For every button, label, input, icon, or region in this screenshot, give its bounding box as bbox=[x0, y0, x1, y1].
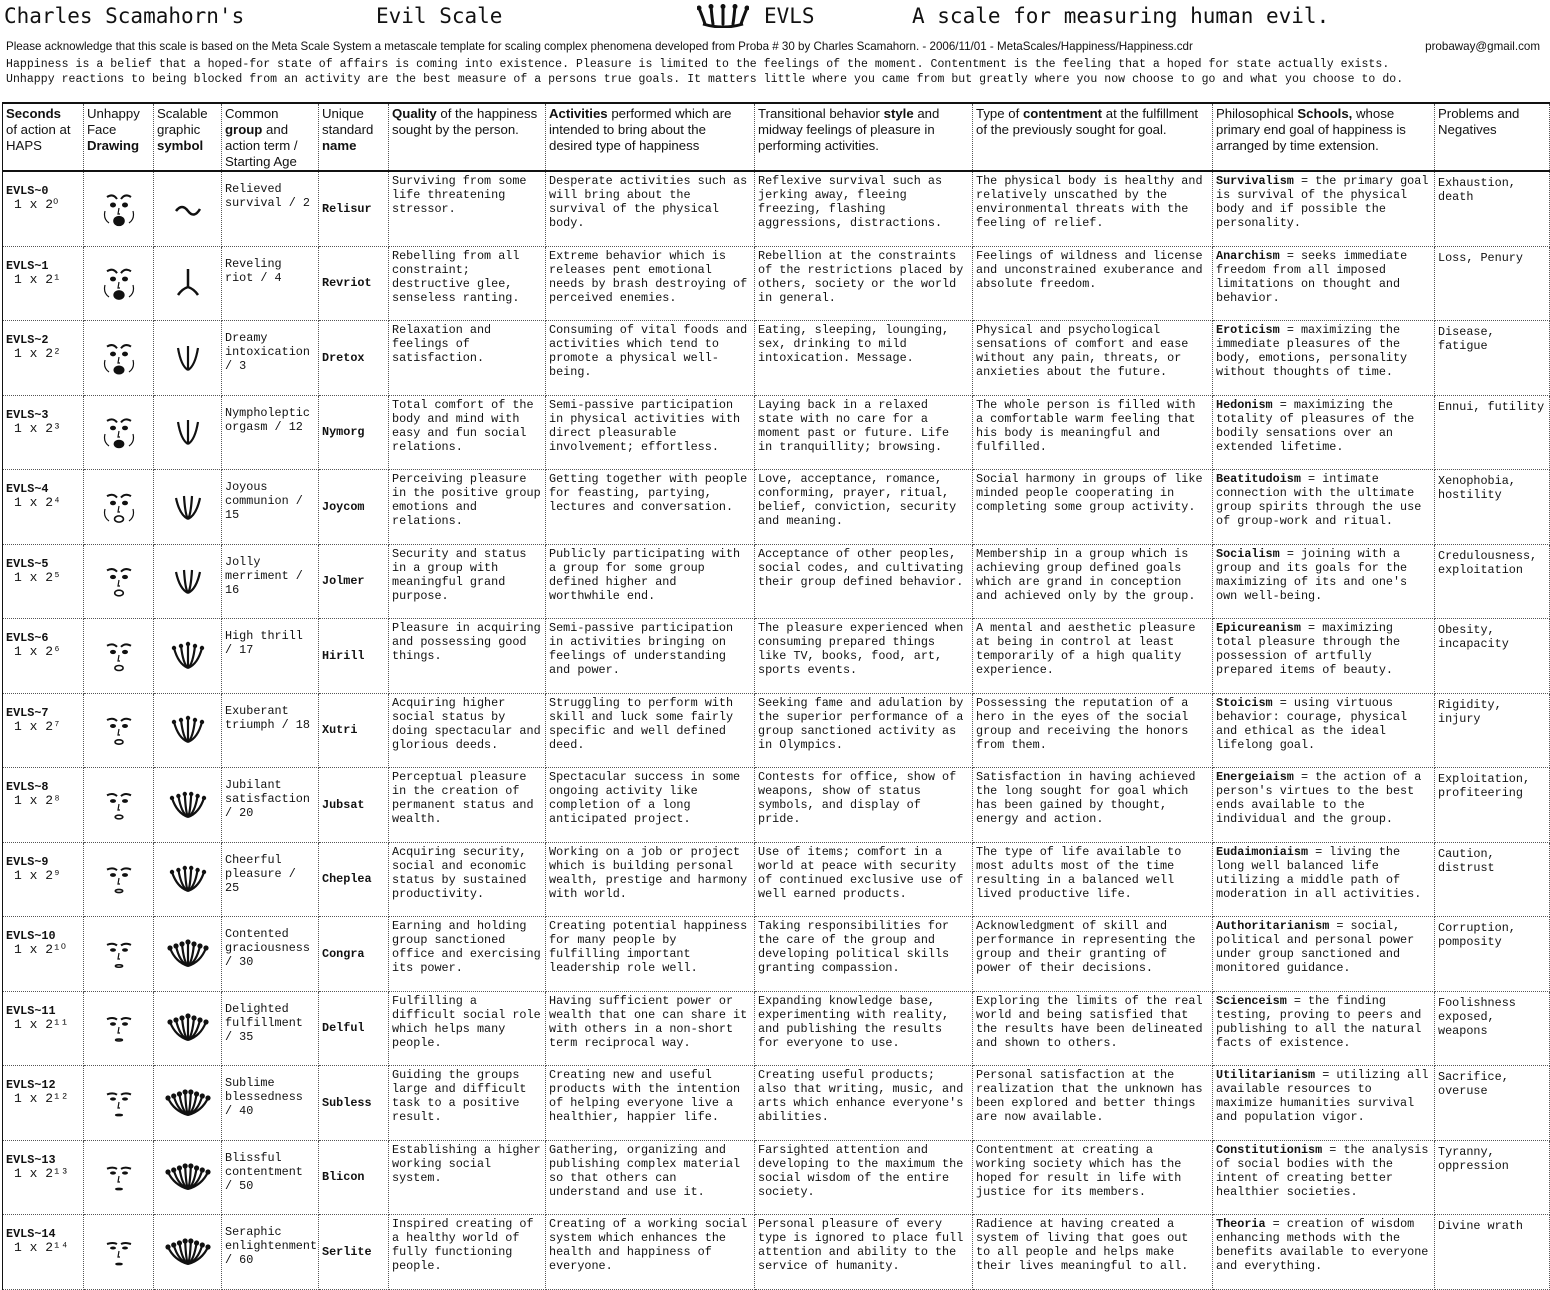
symbol-cell bbox=[154, 1066, 222, 1141]
problems-cell: Exploitation, profiteering bbox=[1435, 768, 1550, 843]
school-name: Constitutionism bbox=[1216, 1142, 1323, 1157]
standard-name-cell: Joycom bbox=[319, 470, 389, 545]
header-problems: Problems and Negatives bbox=[1435, 103, 1550, 171]
activities-cell: Creating of a working social system which enhances the health and happiness of everyone. bbox=[546, 1215, 755, 1290]
standard-name-cell: Cheplea bbox=[319, 842, 389, 917]
level-cell bbox=[3, 693, 84, 768]
group-term-cell: Dreamy intoxication / 3 bbox=[222, 321, 319, 396]
table-row bbox=[3, 619, 1550, 694]
symbol-cell bbox=[154, 246, 222, 321]
scale-symbol-icon bbox=[164, 1008, 212, 1048]
style-cell: Farsighted attention and developing to the maximum the social wisdom of the entire society. bbox=[755, 1140, 973, 1215]
style-cell: Eating, sleeping, lounging, sex, drinking to mild intoxication. Message. bbox=[755, 321, 973, 396]
school-description: = social, political and personal power under group sanctioned and monitored guidance. bbox=[1216, 919, 1415, 975]
face-drawing-cell bbox=[84, 1066, 154, 1141]
title-tagline: A scale for measuring human evil. bbox=[912, 4, 1330, 28]
school-name: Theoria bbox=[1216, 1217, 1266, 1231]
level-cell bbox=[3, 246, 84, 321]
standard-name-cell: Blicon bbox=[319, 1140, 389, 1215]
unhappy-face-icon bbox=[97, 1006, 141, 1050]
style-cell: The pleasure experienced when consuming prepared things like TV, books, food, art, sports events. bbox=[755, 619, 973, 694]
school-cell bbox=[1213, 246, 1435, 321]
style-cell: Acceptance of other peoples, social codes, and cultivating their group defined behavior. bbox=[755, 544, 973, 619]
school-cell bbox=[1213, 395, 1435, 470]
level-cell bbox=[3, 321, 84, 396]
quality-cell: Establishing a higher working social system. bbox=[389, 1140, 546, 1215]
acknowledgement-line bbox=[6, 40, 1546, 53]
school-cell bbox=[1213, 619, 1435, 694]
duration-label: 1 x 2¹² bbox=[14, 1091, 69, 1106]
scale-symbol-icon bbox=[164, 1232, 212, 1272]
quality-cell: Relaxation and feelings of satisfaction. bbox=[389, 321, 546, 396]
duration-label: 1 x 2¹¹ bbox=[14, 1016, 69, 1032]
scale-symbol-icon bbox=[164, 636, 212, 676]
header-drawing: Unhappy Face Drawing bbox=[84, 103, 154, 171]
school-name: Socialism bbox=[1216, 546, 1280, 561]
school-name: Authoritarianism bbox=[1216, 919, 1330, 933]
group-term-cell: Exuberant triumph / 18 bbox=[222, 693, 319, 768]
school-cell bbox=[1213, 1066, 1435, 1141]
header-symbol: Scalable graphic symbol bbox=[154, 103, 222, 171]
school-description: = the analysis of social bodies with the intent of creating better healthier societies. bbox=[1216, 1142, 1429, 1199]
problems-cell: Disease, fatigue bbox=[1435, 321, 1550, 396]
group-term-cell: Delighted fulfillment / 35 bbox=[222, 991, 319, 1066]
contentment-cell: Membership in a group which is achieving group defined goals which are grand in conception and achieved only by the group. bbox=[973, 544, 1213, 619]
duration-label: 1 x 2¹⁰ bbox=[14, 942, 67, 957]
standard-name-cell: Serlite bbox=[319, 1215, 389, 1290]
group-term-cell: Blissful contentment / 50 bbox=[222, 1140, 319, 1215]
activities-cell: Struggling to perform with skill and luck some fairly specific and well defined deed. bbox=[546, 693, 755, 768]
title-code: EVLS bbox=[764, 4, 815, 28]
school-description: = seeks immediate freedom from all imposed limitations on thought and behavior. bbox=[1216, 248, 1408, 305]
activities-cell: Creating potential happiness for many people by fulfilling important leadership role well. bbox=[546, 917, 755, 992]
face-drawing-cell bbox=[84, 544, 154, 619]
acknowledgement-text: Please acknowledge that this scale is based on the Meta Scale System a metascale template for scaling complex phenomena developed from Proba # 30 by Charles Scamahorn. - 2006/11/01 - MetaScales/Happiness/Happiness.cdr bbox=[6, 40, 1193, 53]
school-description: = the action of a person's virtues to the best ends available to the individual and the group. bbox=[1216, 770, 1422, 826]
group-term-cell: Sublime blessedness / 40 bbox=[222, 1066, 319, 1141]
problems-cell: Foolishness exposed, weapons bbox=[1435, 991, 1550, 1066]
face-drawing-cell bbox=[84, 1140, 154, 1215]
standard-name-cell: Nymorg bbox=[319, 395, 389, 470]
level-label: EVLS~7 bbox=[6, 705, 49, 720]
face-drawing-cell bbox=[84, 917, 154, 992]
style-cell: Seeking fame and adulation by the superior performance of a group sanctioned activity as in Olympics. bbox=[755, 693, 973, 768]
duration-label: 1 x 2⁶ bbox=[14, 644, 61, 659]
scale-symbol-icon bbox=[164, 1157, 212, 1197]
style-cell: Expanding knowledge base, experimenting with reality, and publishing the results for everyone to use. bbox=[755, 991, 973, 1066]
scale-symbol-icon bbox=[164, 561, 212, 601]
scale-symbol-icon bbox=[164, 263, 212, 303]
level-cell bbox=[3, 395, 84, 470]
duration-label: 1 x 2⁴ bbox=[14, 495, 61, 510]
school-description: = intimate connection with the ultimate group spirits through the use of group-work and ritual. bbox=[1216, 472, 1422, 528]
unhappy-face-icon bbox=[97, 932, 141, 976]
school-name: Stoicism bbox=[1216, 695, 1273, 710]
school-cell bbox=[1213, 768, 1435, 843]
level-cell bbox=[3, 991, 84, 1066]
contentment-cell: Feelings of wildness and license and unconstrained exuberance and absolute freedom. bbox=[973, 246, 1213, 321]
level-label: EVLS~3 bbox=[6, 407, 49, 422]
school-description: = the finding testing, proving to peers and publishing to all the natural facts of existence. bbox=[1216, 993, 1422, 1050]
table-row bbox=[3, 917, 1550, 992]
standard-name-cell: Relisur bbox=[319, 171, 389, 246]
table-header-row bbox=[3, 103, 1550, 171]
symbol-cell bbox=[154, 1215, 222, 1290]
standard-name-cell: Jolmer bbox=[319, 544, 389, 619]
style-cell: Creating useful products; also that writing, music, and arts which enhance everyone's abilities. bbox=[755, 1066, 973, 1141]
contentment-cell: The physical body is healthy and relatively unscathed by the environmental threats with the feeling of relief. bbox=[973, 171, 1213, 246]
activities-cell: Consuming of vital foods and activities which tend to promote a physical well-being. bbox=[546, 321, 755, 396]
school-name: Beatitudoism bbox=[1216, 472, 1301, 486]
standard-name-cell: Jubsat bbox=[319, 768, 389, 843]
header-group: Common group and action term / Starting Age bbox=[222, 103, 319, 171]
school-description: = living the long well balanced life utilizing a middle path of moderation in all activities. bbox=[1216, 844, 1422, 901]
level-label: EVLS~1 bbox=[6, 258, 49, 273]
scale-symbol-icon bbox=[164, 934, 212, 974]
school-cell bbox=[1213, 544, 1435, 619]
school-name: Utilitarianism bbox=[1216, 1068, 1316, 1082]
level-cell bbox=[3, 917, 84, 992]
level-cell bbox=[3, 842, 84, 917]
quality-cell: Security and status in a group with meaningful grand purpose. bbox=[389, 544, 546, 619]
symbol-cell bbox=[154, 171, 222, 246]
school-cell bbox=[1213, 842, 1435, 917]
unhappy-face-icon bbox=[97, 1155, 141, 1199]
problems-cell: Tyranny, oppression bbox=[1435, 1140, 1550, 1215]
symbol-cell bbox=[154, 917, 222, 992]
duration-label: 1 x 2² bbox=[14, 346, 61, 361]
face-drawing-cell bbox=[84, 768, 154, 843]
problems-cell: Rigidity, injury bbox=[1435, 693, 1550, 768]
level-cell bbox=[3, 619, 84, 694]
quality-cell: Fulfilling a difficult social role which helps many people. bbox=[389, 991, 546, 1066]
problems-cell: Obesity, incapacity bbox=[1435, 619, 1550, 694]
level-label: EVLS~9 bbox=[6, 854, 49, 869]
duration-label: 1 x 2⁰ bbox=[14, 197, 59, 212]
contentment-cell: Social harmony in groups of like minded people cooperating in completing some group activity. bbox=[973, 470, 1213, 545]
crown-logo-icon bbox=[697, 4, 749, 28]
face-drawing-cell bbox=[84, 842, 154, 917]
school-description: = creation of wisdom enhancing methods with the benefits available to everyone and everything. bbox=[1216, 1217, 1429, 1273]
symbol-cell bbox=[154, 1140, 222, 1215]
group-term-cell: Seraphic enlightenment / 60 bbox=[222, 1215, 319, 1290]
school-name: Survivalism bbox=[1216, 174, 1294, 188]
school-name: Energeiaism bbox=[1216, 770, 1294, 784]
group-term-cell: Jubilant satisfaction / 20 bbox=[222, 768, 319, 843]
activities-cell: Having sufficient power or wealth that one can share it with others in a non-short term reciprocal way. bbox=[546, 991, 755, 1066]
unhappy-face-icon bbox=[97, 1081, 141, 1125]
group-term-cell: Contented graciousness / 30 bbox=[222, 917, 319, 992]
table-row bbox=[3, 470, 1550, 545]
activities-cell: Publicly participating with a group for some group defined higher and worthwhile end. bbox=[546, 544, 755, 619]
problems-cell: Divine wrath bbox=[1435, 1215, 1550, 1290]
scale-symbol-icon bbox=[164, 487, 212, 527]
header-quality: Quality of the happiness sought by the person. bbox=[389, 103, 546, 171]
activities-cell: Gathering, organizing and publishing complex material so that others can understand and use it. bbox=[546, 1140, 755, 1215]
standard-name-cell: Revriot bbox=[319, 246, 389, 321]
level-label: EVLS~10 bbox=[6, 929, 56, 943]
quality-cell: Pleasure in acquiring and possessing good things. bbox=[389, 619, 546, 694]
header-seconds: Seconds of action at HAPS bbox=[3, 103, 84, 171]
face-drawing-cell bbox=[84, 991, 154, 1066]
scale-symbol-icon bbox=[164, 785, 212, 825]
contentment-cell: Personal satisfaction at the realization that the unknown has been explored and better things are now available. bbox=[973, 1066, 1213, 1141]
contentment-cell: A mental and aesthetic pleasure at being in control at least temporarily of a high quality experience. bbox=[973, 619, 1213, 694]
school-name: Eudaimoniaism bbox=[1216, 844, 1309, 859]
activities-cell: Semi-passive participation in physical activities with direct pleasurable involvement; effortless. bbox=[546, 395, 755, 470]
quality-cell: Acquiring higher social status by doing spectacular and glorious deeds. bbox=[389, 693, 546, 768]
table-row bbox=[3, 1140, 1550, 1215]
contentment-cell: The type of life available to most adults most of the time resulting in a balanced well lived productive life. bbox=[973, 842, 1213, 917]
problems-cell: Credulousness, exploitation bbox=[1435, 544, 1550, 619]
scale-symbol-icon bbox=[164, 710, 212, 750]
school-cell bbox=[1213, 917, 1435, 992]
unhappy-face-icon bbox=[97, 261, 141, 305]
symbol-cell bbox=[154, 395, 222, 470]
school-cell bbox=[1213, 1215, 1435, 1290]
school-name: Eroticism bbox=[1216, 323, 1280, 337]
unhappy-face-icon bbox=[97, 410, 141, 454]
school-name: Anarchism bbox=[1216, 248, 1280, 263]
intro-line-1: Happiness is a belief that a hoped-for state of affairs is coming into existence. Pleasure is limited to the feelings of the moment. Contentment is the feeling that a hoped for state actually exists. bbox=[6, 58, 1390, 71]
symbol-cell bbox=[154, 321, 222, 396]
table-row bbox=[3, 321, 1550, 396]
contentment-cell: Exploring the limits of the real world and being satisfied that the results have been delineated and shown to others. bbox=[973, 991, 1213, 1066]
level-label: EVLS~6 bbox=[6, 631, 49, 645]
scale-symbol-icon bbox=[164, 338, 212, 378]
title-author: Charles Scamahorn's bbox=[4, 4, 245, 28]
symbol-cell bbox=[154, 619, 222, 694]
level-label: EVLS~12 bbox=[6, 1078, 56, 1092]
duration-label: 1 x 2⁵ bbox=[14, 569, 61, 585]
header-schools: Philosophical Schools, whose primary end goal of happiness is arranged by time extension. bbox=[1213, 103, 1435, 171]
level-cell bbox=[3, 544, 84, 619]
school-cell bbox=[1213, 321, 1435, 396]
school-description: = maximizing total pleasure through the possession of artfully prepared items of beauty. bbox=[1216, 621, 1401, 677]
activities-cell: Desperate activities such as will bring about the survival of the physical body. bbox=[546, 171, 755, 246]
style-cell: Love, acceptance, romance, conforming, prayer, ritual, belief, conviction, security and meaning. bbox=[755, 470, 973, 545]
header-activities: Activities performed which are intended to bring about the desired type of happiness bbox=[546, 103, 755, 171]
quality-cell: Inspired creating of a healthy world of fully functioning people. bbox=[389, 1215, 546, 1290]
face-drawing-cell bbox=[84, 1215, 154, 1290]
problems-cell: Sacrifice, overuse bbox=[1435, 1066, 1550, 1141]
header-contentment: Type of contentment at the fulfillment of the previously sought for goal. bbox=[973, 103, 1213, 171]
duration-label: 1 x 2⁹ bbox=[14, 867, 61, 883]
level-label: EVLS~13 bbox=[6, 1152, 56, 1167]
duration-label: 1 x 2⁷ bbox=[14, 718, 61, 734]
symbol-cell bbox=[154, 991, 222, 1066]
face-drawing-cell bbox=[84, 171, 154, 246]
problems-cell: Xenophobia, hostility bbox=[1435, 470, 1550, 545]
title-bar bbox=[4, 4, 1544, 30]
table-row bbox=[3, 544, 1550, 619]
unhappy-face-icon bbox=[97, 634, 141, 678]
level-label: EVLS~2 bbox=[6, 333, 49, 347]
unhappy-face-icon bbox=[97, 559, 141, 603]
symbol-cell bbox=[154, 470, 222, 545]
table-row bbox=[3, 842, 1550, 917]
level-label: EVLS~0 bbox=[6, 184, 49, 198]
standard-name-cell: Dretox bbox=[319, 321, 389, 396]
problems-cell: Ennui, futility bbox=[1435, 395, 1550, 470]
contentment-cell: Contentment at creating a working society which has the hoped for result in life with justice for its members. bbox=[973, 1140, 1213, 1215]
level-cell bbox=[3, 470, 84, 545]
symbol-cell bbox=[154, 768, 222, 843]
table-row bbox=[3, 246, 1550, 321]
school-cell bbox=[1213, 693, 1435, 768]
duration-label: 1 x 2¹ bbox=[14, 271, 61, 287]
duration-label: 1 x 2³ bbox=[14, 420, 61, 436]
table-row bbox=[3, 1066, 1550, 1141]
group-term-cell: Relieved survival / 2 bbox=[222, 171, 319, 246]
school-cell bbox=[1213, 991, 1435, 1066]
contentment-cell: Acknowledgment of skill and performance in representing the group and their granting of power of their decisions. bbox=[973, 917, 1213, 992]
group-term-cell: Jolly merriment / 16 bbox=[222, 544, 319, 619]
standard-name-cell: Delful bbox=[319, 991, 389, 1066]
contentment-cell: Possessing the reputation of a hero in the eyes of the social group and receiving the honors from them. bbox=[973, 693, 1213, 768]
unhappy-face-icon bbox=[97, 187, 141, 231]
school-cell bbox=[1213, 1140, 1435, 1215]
table-row bbox=[3, 395, 1550, 470]
symbol-cell bbox=[154, 842, 222, 917]
style-cell: Contests for office, show of weapons, show of status symbols, and display of pride. bbox=[755, 768, 973, 843]
activities-cell: Creating new and useful products with the intention of helping everyone live a healthier, happier life. bbox=[546, 1066, 755, 1141]
style-cell: Reflexive survival such as jerking away, fleeing freezing, flashing aggressions, distractions. bbox=[755, 171, 973, 246]
school-cell bbox=[1213, 171, 1435, 246]
level-label: EVLS~8 bbox=[6, 780, 49, 794]
activities-cell: Getting together with people for feasting, partying, lectures and conversation. bbox=[546, 470, 755, 545]
quality-cell: Total comfort of the body and mind with easy and fun social relations. bbox=[389, 395, 546, 470]
level-label: EVLS~5 bbox=[6, 556, 49, 571]
table-row bbox=[3, 1215, 1550, 1290]
level-cell bbox=[3, 1215, 84, 1290]
unhappy-face-icon bbox=[97, 336, 141, 380]
problems-cell: Corruption, pomposity bbox=[1435, 917, 1550, 992]
school-name: Epicureanism bbox=[1216, 621, 1301, 635]
scale-symbol-icon bbox=[164, 859, 212, 899]
intro-line-2: Unhappy reactions to being blocked from an activity are the best measure of a persons true goals. It matters little where you came from but greatly where you now choose to go and what you choose to do. bbox=[6, 73, 1404, 86]
contentment-cell: Radience at having created a system of living that goes out to all people and helps make their lives meaningful to all. bbox=[973, 1215, 1213, 1290]
level-cell bbox=[3, 171, 84, 246]
problems-cell: Caution, distrust bbox=[1435, 842, 1550, 917]
group-term-cell: Joyous communion / 15 bbox=[222, 470, 319, 545]
header-style: Transitional behavior style and midway feelings of pleasure in performing activities. bbox=[755, 103, 973, 171]
contentment-cell: The whole person is filled with a comfortable warm feeling that his body is meaningful and fulfilled. bbox=[973, 395, 1213, 470]
face-drawing-cell bbox=[84, 321, 154, 396]
symbol-cell bbox=[154, 544, 222, 619]
header-name: Unique standard name bbox=[319, 103, 389, 171]
quality-cell: Perceptual pleasure in the creation of permanent status and wealth. bbox=[389, 768, 546, 843]
table-row bbox=[3, 693, 1550, 768]
face-drawing-cell bbox=[84, 395, 154, 470]
school-description: = joining with a group and its goals for the maximizing of its and one's own well-being. bbox=[1216, 546, 1408, 603]
contentment-cell: Satisfaction in having achieved the long sought for goal which has been gained by thought, energy and action. bbox=[973, 768, 1213, 843]
standard-name-cell: Hirill bbox=[319, 619, 389, 694]
contentment-cell: Physical and psychological sensations of comfort and ease without any pain, threats, or anxieties about the future. bbox=[973, 321, 1213, 396]
quality-cell: Earning and holding group sanctioned office and exercising its power. bbox=[389, 917, 546, 992]
style-cell: Laying back in a relaxed state with no care for a moment past or future. Life in tranquillity; browsing. bbox=[755, 395, 973, 470]
group-term-cell: Reveling riot / 4 bbox=[222, 246, 319, 321]
standard-name-cell: Subless bbox=[319, 1066, 389, 1141]
group-term-cell: Nympholeptic orgasm / 12 bbox=[222, 395, 319, 470]
level-label: EVLS~14 bbox=[6, 1227, 56, 1241]
standard-name-cell: Congra bbox=[319, 917, 389, 992]
school-description: = maximizing the immediate pleasures of the body, emotions, personality without thoughts of time. bbox=[1216, 323, 1408, 379]
school-description: = utilizing all available resources to maximize humanities survival and population vigor. bbox=[1216, 1068, 1429, 1124]
school-description: = maximizing the totality of pleasures of the bodily sensations over an extended lifetime. bbox=[1216, 397, 1415, 454]
standard-name-cell: Xutri bbox=[319, 693, 389, 768]
unhappy-face-icon bbox=[97, 1230, 141, 1274]
style-cell: Taking responsibilities for the care of the group and developing political skills granting compassion. bbox=[755, 917, 973, 992]
activities-cell: Semi-passive participation in activities bringing on feelings of understanding and power. bbox=[546, 619, 755, 694]
evil-scale-table bbox=[2, 102, 1550, 1290]
quality-cell: Surviving from some life threatening stressor. bbox=[389, 171, 546, 246]
group-term-cell: Cheerful pleasure / 25 bbox=[222, 842, 319, 917]
scale-symbol-icon bbox=[164, 189, 212, 229]
table-row bbox=[3, 768, 1550, 843]
problems-cell: Exhaustion, death bbox=[1435, 171, 1550, 246]
face-drawing-cell bbox=[84, 693, 154, 768]
school-name: Hedonism bbox=[1216, 397, 1273, 412]
level-cell bbox=[3, 768, 84, 843]
style-cell: Personal pleasure of every type is ignored to place full attention and ability to the service of humanity. bbox=[755, 1215, 973, 1290]
school-description: = using virtuous behavior: courage, physical and ethical as the ideal lifelong goal. bbox=[1216, 695, 1408, 752]
unhappy-face-icon bbox=[97, 485, 141, 529]
style-cell: Rebellion at the constraints of the restrictions placed by others, society or the world in general. bbox=[755, 246, 973, 321]
author-email: probaway@gmail.com bbox=[1425, 40, 1540, 53]
quality-cell: Acquiring security, social and economic status by sustained productivity. bbox=[389, 842, 546, 917]
scale-symbol-icon bbox=[164, 1083, 212, 1123]
unhappy-face-icon bbox=[97, 708, 141, 752]
quality-cell: Guiding the groups large and difficult task to a positive result. bbox=[389, 1066, 546, 1141]
title-scale-name: Evil Scale bbox=[376, 4, 503, 28]
unhappy-face-icon bbox=[97, 783, 141, 827]
level-label: EVLS~4 bbox=[6, 482, 49, 496]
activities-cell: Spectacular success in some ongoing activity like completion of a long anticipated project. bbox=[546, 768, 755, 843]
style-cell: Use of items; comfort in a world at peace with security of continued exclusive use of well earned products. bbox=[755, 842, 973, 917]
face-drawing-cell bbox=[84, 619, 154, 694]
problems-cell: Loss, Penury bbox=[1435, 246, 1550, 321]
scale-symbol-icon bbox=[164, 412, 212, 452]
unhappy-face-icon bbox=[97, 857, 141, 901]
school-cell bbox=[1213, 470, 1435, 545]
table-row bbox=[3, 991, 1550, 1066]
duration-label: 1 x 2¹⁴ bbox=[14, 1240, 69, 1255]
level-cell bbox=[3, 1140, 84, 1215]
symbol-cell bbox=[154, 693, 222, 768]
group-term-cell: High thrill / 17 bbox=[222, 619, 319, 694]
school-description: = the primary goal is survival of the physical body and if possible the personality. bbox=[1216, 174, 1429, 230]
face-drawing-cell bbox=[84, 246, 154, 321]
duration-label: 1 x 2⁸ bbox=[14, 793, 61, 808]
face-drawing-cell bbox=[84, 470, 154, 545]
quality-cell: Perceiving pleasure in the positive group emotions and relations. bbox=[389, 470, 546, 545]
duration-label: 1 x 2¹³ bbox=[14, 1165, 69, 1181]
school-name: Scienceism bbox=[1216, 993, 1287, 1008]
level-label: EVLS~11 bbox=[6, 1003, 56, 1018]
quality-cell: Rebelling from all constraint; destructive glee, senseless ranting. bbox=[389, 246, 546, 321]
activities-cell: Extreme behavior which is releases pent emotional needs by brash destroying of perceived enemies. bbox=[546, 246, 755, 321]
table-row bbox=[3, 171, 1550, 246]
level-cell bbox=[3, 1066, 84, 1141]
activities-cell: Working on a job or project which is building personal wealth, prestige and harmony with world. bbox=[546, 842, 755, 917]
